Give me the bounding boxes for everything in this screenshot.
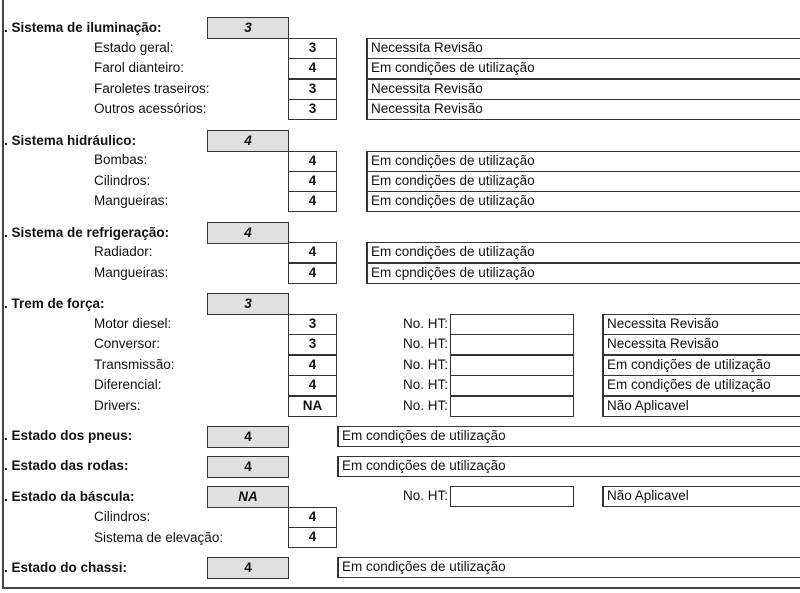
status-chassi[interactable]: Em condições de utilização	[337, 557, 800, 578]
value-mangueiras-hidraulico[interactable]: 4	[288, 191, 337, 212]
status-bombas[interactable]: Em condições de utilização	[366, 151, 800, 172]
label-conversor: Conversor:	[94, 336, 161, 351]
status-outros-acessorios[interactable]: Necessita Revisão	[366, 99, 800, 120]
label-bombas: Bombas:	[94, 152, 148, 167]
section-title-refrigeracao: . Sistema de refrigeração:	[4, 225, 170, 240]
value-conversor[interactable]: 3	[288, 334, 337, 355]
value-drivers[interactable]: NA	[288, 396, 337, 417]
label-diferencial: Diferencial:	[94, 377, 162, 392]
ht-label-motor-diesel: No. HT:	[402, 316, 448, 331]
grade-pneus[interactable]: 4	[207, 426, 289, 448]
label-radiador: Radiador:	[94, 244, 153, 259]
label-mangueiras-refrigeracao: Mangueiras:	[94, 265, 169, 280]
value-estado-geral[interactable]: 3	[288, 38, 337, 59]
ht-label-conversor: No. HT:	[402, 336, 448, 351]
value-radiador[interactable]: 4	[288, 242, 337, 263]
ht-label-diferencial: No. HT:	[402, 377, 448, 392]
label-farol-dianteiro: Farol dianteiro:	[94, 60, 185, 75]
value-bombas[interactable]: 4	[288, 151, 337, 172]
status-estado-geral[interactable]: Necessita Revisão	[366, 38, 800, 59]
label-transmissao: Transmissão:	[94, 357, 175, 372]
label-mangueiras-hidraulico: Mangueiras:	[94, 193, 169, 208]
status-radiador[interactable]: Em condições de utilização	[366, 242, 800, 263]
grade-rodas[interactable]: 4	[207, 456, 289, 478]
ht-label-transmissao: No. HT:	[402, 357, 448, 372]
value-faroletes-traseiros[interactable]: 3	[288, 79, 337, 100]
ht-input-transmissao[interactable]	[450, 355, 574, 376]
status-faroletes-traseiros[interactable]: Necessita Revisão	[366, 79, 800, 100]
status-mangueiras-hidraulico[interactable]: Em condições de utilização	[366, 191, 800, 212]
status-cilindros-hidraulico[interactable]: Em condições de utilização	[366, 171, 800, 192]
status-rodas[interactable]: Em condições de utilização	[337, 456, 800, 477]
label-sistema-elevacao: Sistema de elevação:	[94, 530, 224, 545]
value-diferencial[interactable]: 4	[288, 375, 337, 396]
value-cilindros-hidraulico[interactable]: 4	[288, 171, 337, 192]
ht-input-diferencial[interactable]	[450, 375, 574, 396]
value-sistema-elevacao[interactable]: 4	[288, 527, 337, 548]
label-outros-acessorios: Outros acessórios:	[94, 101, 207, 116]
section-title-rodas: . Estado das rodas:	[4, 458, 129, 473]
grade-hidraulico[interactable]: 4	[207, 130, 289, 152]
section-title-pneus: . Estado dos pneus:	[4, 428, 133, 443]
label-motor-diesel: Motor diesel:	[94, 316, 172, 331]
label-faroletes-traseiros: Faroletes traseiros:	[94, 81, 210, 96]
grade-bascula[interactable]: NA	[207, 486, 289, 508]
section-title-iluminacao: . Sistema de iluminação:	[4, 20, 162, 35]
status-conversor[interactable]: Necessita Revisão	[602, 334, 800, 355]
status-bascula[interactable]: Não Aplicavel	[602, 486, 800, 507]
value-mangueiras-refrigeracao[interactable]: 4	[288, 263, 337, 284]
value-farol-dianteiro[interactable]: 4	[288, 58, 337, 79]
label-drivers: Drivers:	[94, 398, 141, 413]
grade-refrigeracao[interactable]: 4	[207, 222, 289, 244]
label-cilindros-bascula: Cilindros:	[94, 509, 151, 524]
status-motor-diesel[interactable]: Necessita Revisão	[602, 314, 800, 335]
section-title-chassi: . Estado do chassi:	[4, 560, 128, 575]
section-title-bascula: . Estado da báscula:	[4, 489, 135, 504]
ht-input-motor-diesel[interactable]	[450, 314, 574, 335]
value-outros-acessorios[interactable]: 3	[288, 99, 337, 120]
value-motor-diesel[interactable]: 3	[288, 314, 337, 335]
ht-input-bascula[interactable]	[450, 486, 574, 507]
grade-chassi[interactable]: 4	[207, 557, 289, 579]
ht-label-drivers: No. HT:	[402, 398, 448, 413]
status-diferencial[interactable]: Em condições de utilização	[602, 375, 800, 396]
ht-input-conversor[interactable]	[450, 334, 574, 355]
value-cilindros-bascula[interactable]: 4	[288, 507, 337, 528]
status-pneus[interactable]: Em condições de utilização	[337, 426, 800, 447]
status-mangueiras-refrigeracao[interactable]: Em cpndições de utilização	[366, 263, 800, 284]
section-title-trem-forca: . Trem de força:	[4, 296, 105, 311]
section-title-hidraulico: . Sistema hidráulico:	[4, 133, 137, 148]
label-cilindros-hidraulico: Cilindros:	[94, 173, 151, 188]
label-estado-geral: Estado geral:	[94, 40, 174, 55]
status-transmissao[interactable]: Em condições de utilização	[602, 355, 800, 376]
status-farol-dianteiro[interactable]: Em condições de utilização	[366, 58, 800, 79]
grade-trem-forca[interactable]: 3	[207, 293, 289, 315]
ht-label-bascula: No. HT:	[402, 488, 448, 503]
value-transmissao[interactable]: 4	[288, 355, 337, 376]
ht-input-drivers[interactable]	[450, 396, 574, 417]
status-drivers[interactable]: Não Aplicavel	[602, 396, 800, 417]
grade-iluminacao[interactable]: 3	[207, 17, 289, 39]
